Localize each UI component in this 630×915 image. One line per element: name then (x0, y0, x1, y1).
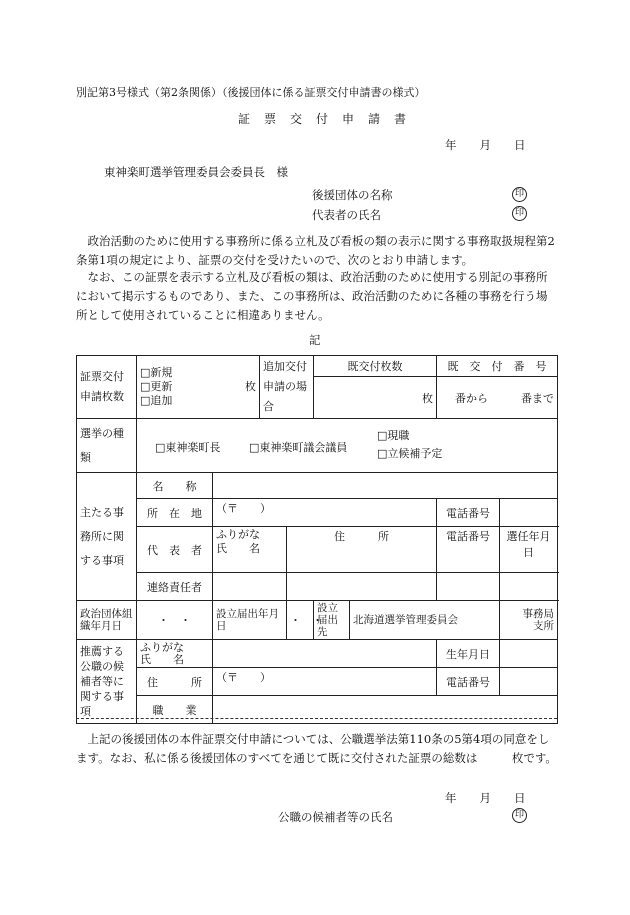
birth-value[interactable] (500, 640, 558, 668)
job-label: 職 業 (137, 696, 213, 724)
election-type-options[interactable] (137, 419, 558, 473)
phone-value[interactable] (500, 499, 558, 527)
seal-icon: 印 (512, 187, 527, 202)
mai2: 枚 (422, 391, 433, 405)
hokkaido-committee: 北海道選挙管理委員会 (350, 601, 500, 640)
candidate-address-value[interactable] (213, 668, 437, 696)
name-label: 名 称 (137, 473, 213, 499)
consent-text: 上記の後援団体の本件証票交付申請については、公職選挙法第110条の5第4項の同意をします。なお、私に係る後援団体のすべてを通じて既に交付された証票の総数は 枚です。 (76, 732, 557, 765)
phone-label: 電話番号 (437, 499, 500, 527)
pol-date-label: 政治団体組織年月日 (77, 601, 137, 640)
est-notice-date-label: 設立届出年月日 (213, 601, 287, 640)
mai-label: 枚 (245, 380, 256, 393)
candidate-furigana-name: ふりがな 氏 名 (137, 640, 213, 668)
rep-appointed: 選任年月日 (500, 527, 558, 573)
contact-phone[interactable] (437, 573, 500, 601)
seal-icon: 印 (512, 808, 527, 823)
contact-address[interactable] (287, 573, 437, 601)
page-title: 証 票 交 付 申 請 書 (238, 112, 408, 126)
issue-options[interactable] (137, 356, 260, 419)
candidate-phone-label: 電話番号 (437, 668, 500, 696)
issued-number-header: 既 交 付 番 号 (437, 356, 558, 377)
paragraph-1: 政治活動のために使用する事務所に係る立札及び看板の類の表示に関する事務取扱規程第2条第1項の規定により、証票の交付を受けたいので、次のとおり申請します。 (76, 234, 555, 267)
opt-renew[interactable]: □更新 (140, 380, 173, 393)
rep-name-label: 代表者の氏名 (312, 208, 381, 222)
date-line-2: 年 月 日 (445, 791, 526, 805)
to-label: 番まで (521, 391, 554, 405)
contact-date[interactable] (500, 573, 558, 601)
opt-candidate[interactable]: □立候補予定 (377, 447, 443, 460)
opt-incumbent[interactable]: □現職 (377, 429, 410, 442)
addressee: 東神楽町選挙管理委員会委員長 様 (104, 165, 288, 179)
main-office-label: 主たる事務所に関する事項 (77, 473, 137, 601)
name-value[interactable] (213, 473, 558, 499)
rep-label: 代 表 者 (137, 527, 213, 573)
candidate-name-value[interactable] (213, 640, 437, 668)
candidate-address-label: 住 所 (137, 668, 213, 696)
seal-icon: 印 (512, 206, 527, 221)
postal-label: （〒 ） (216, 502, 271, 515)
contact-label: 連絡責任者 (137, 573, 213, 601)
postal-label: （〒 ） (216, 671, 271, 684)
opt-council[interactable]: □東神楽町議会議員 (249, 441, 348, 454)
issued-number-cell[interactable] (437, 377, 558, 419)
rep-furigana-name[interactable]: ふりがな 氏 名 (213, 527, 287, 573)
office-branch: 事務局 支所 (500, 601, 558, 640)
application-table (76, 355, 558, 724)
candidate-phone-value[interactable] (500, 668, 558, 696)
est-notice-dest-label: 設立届出先 (314, 601, 350, 640)
est-notice-date-value[interactable]: ・ ・ (287, 601, 314, 640)
address-value[interactable] (213, 499, 437, 527)
rep-address[interactable]: 住 所 (287, 527, 437, 573)
job-value[interactable] (213, 696, 558, 724)
candidate-sign-label: 公職の候補者等の氏名 (278, 810, 393, 824)
from-label: 番から (455, 391, 488, 405)
issued-count-header: 既交付枚数 (314, 356, 437, 377)
birth-label: 生年月日 (437, 640, 500, 668)
date-line: 年 月 日 (445, 138, 526, 152)
org-name-label: 後援団体の名称 (312, 188, 393, 202)
issued-count-cell[interactable] (314, 377, 437, 419)
divider (76, 718, 557, 719)
paragraph-2: なお、この証票を表示する立札及び看板の類は、政治活動のために使用する別記の事務所において掲示するものであり、また、この事務所は、政治活動のために各種の事務を行う場所として使用されていることに相違ありません。 (76, 270, 548, 322)
additional-label: 追加交付申請の場合 (260, 356, 314, 419)
header-ref: 別記第3号様式（第2条関係）（後援団体に係る証票交付申請書の様式） (76, 86, 426, 99)
issue-label: 証票交付申請枚数 (77, 356, 137, 419)
ki-label: 記 (309, 333, 321, 347)
rep-phone: 電話番号 (437, 527, 500, 573)
opt-new[interactable]: □新規 (140, 366, 173, 379)
address-label: 所 在 地 (137, 499, 213, 527)
opt-mayor[interactable]: □東神楽町長 (155, 441, 221, 454)
opt-add[interactable]: □追加 (140, 394, 173, 407)
contact-value[interactable] (213, 573, 287, 601)
pol-date-value[interactable]: ・ ・ (137, 601, 213, 640)
candidate-label: 推薦する公職の候補者等に関する事項 (77, 640, 137, 724)
election-type-label: 選挙の種類 (77, 419, 137, 473)
